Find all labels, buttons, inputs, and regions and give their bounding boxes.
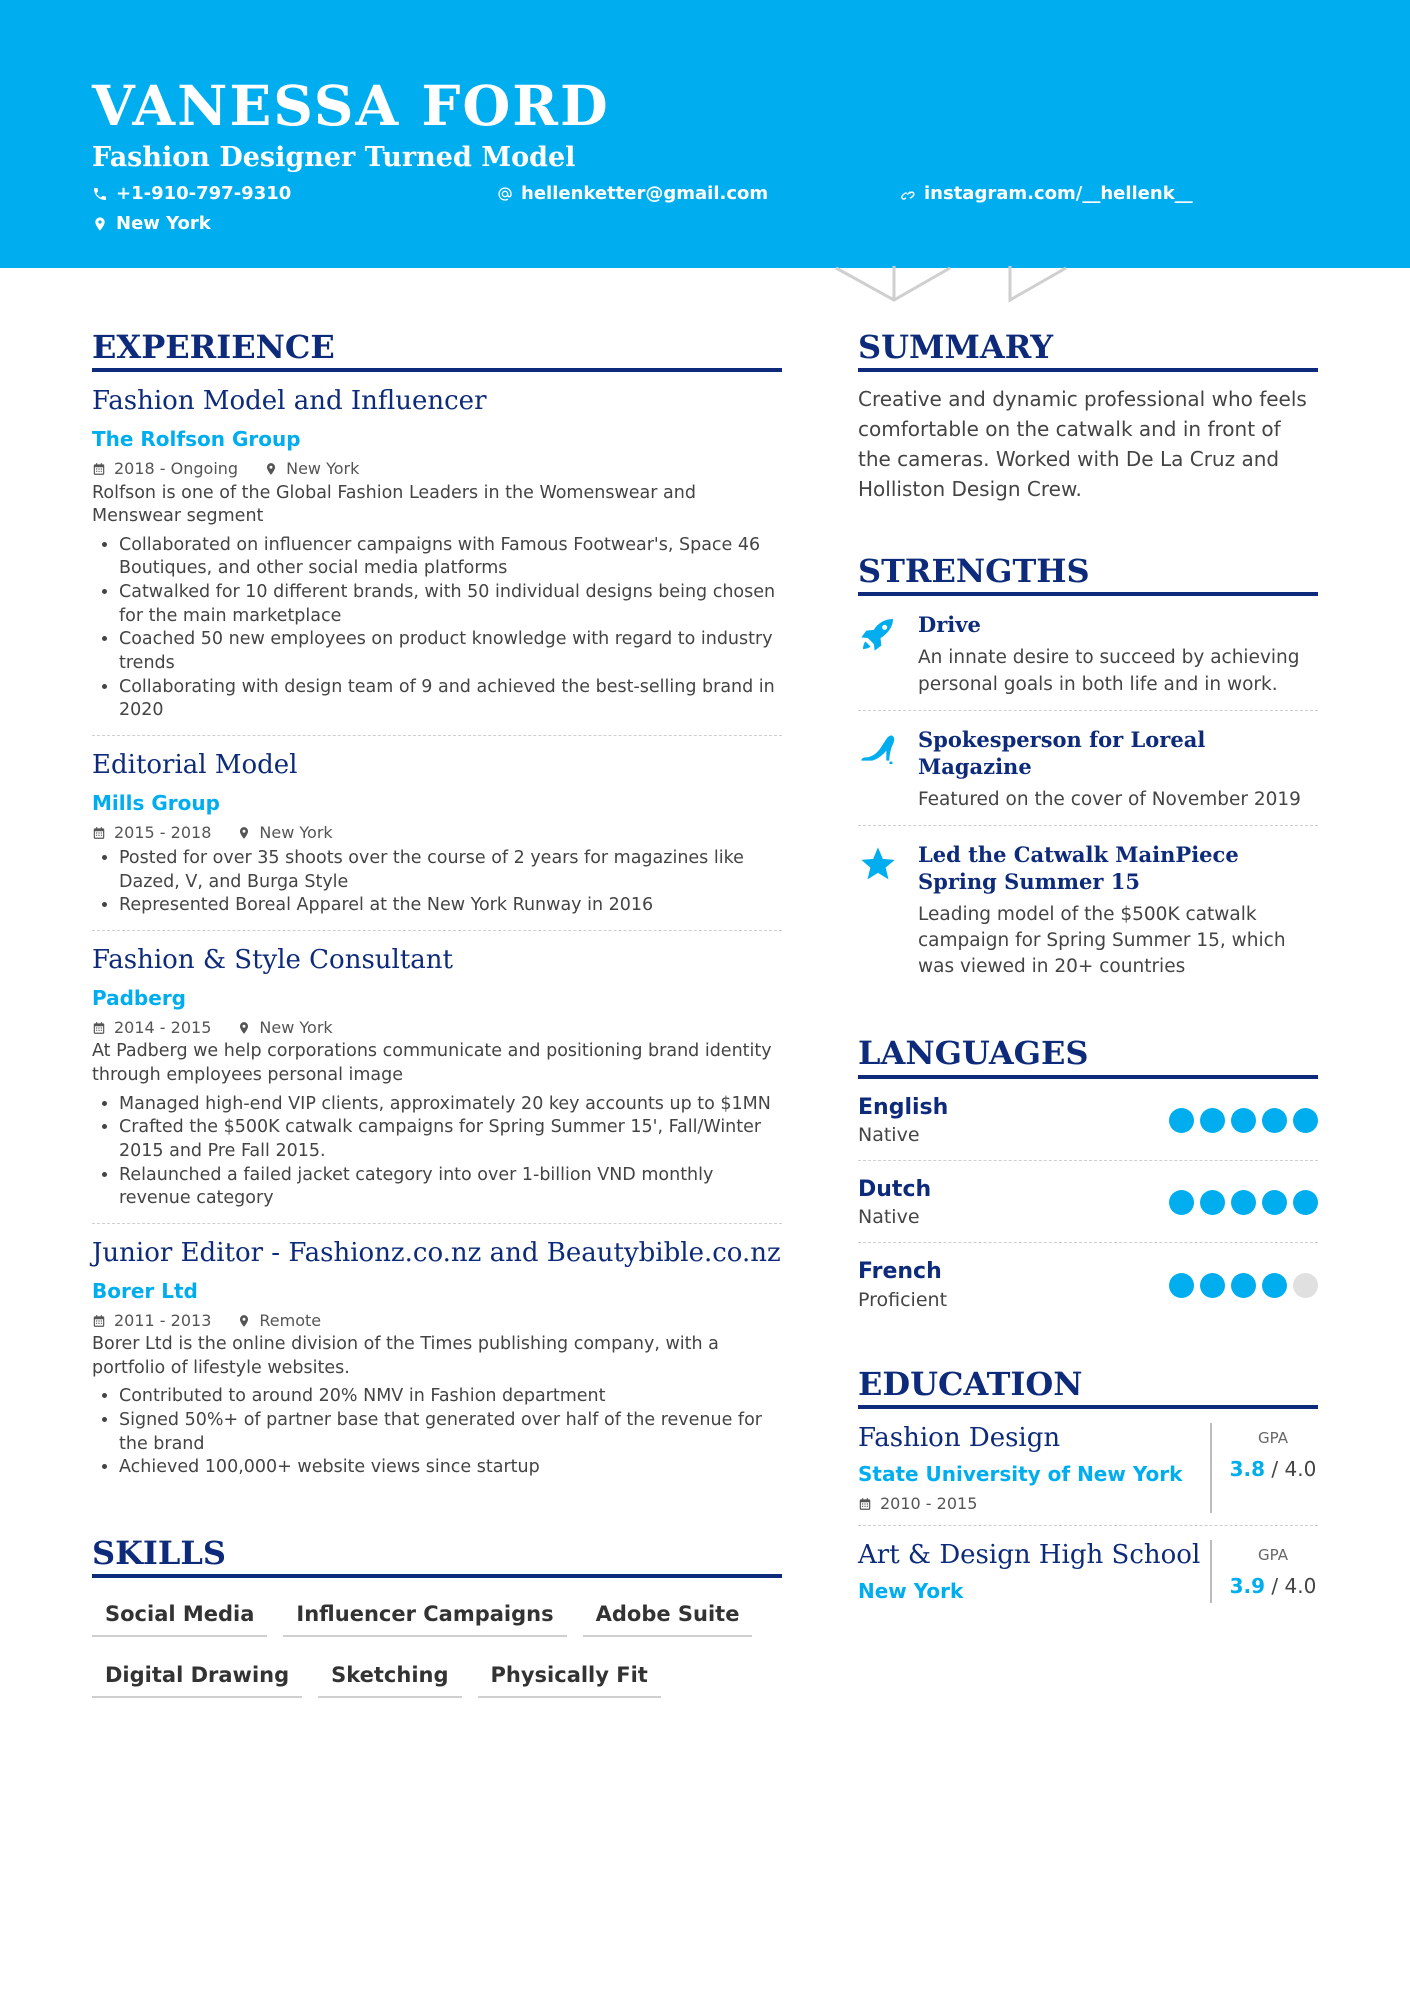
email-text[interactable]: hellenketter@gmail.com	[521, 183, 769, 204]
star-icon	[858, 844, 898, 884]
gpa-score: 3.8	[1229, 1456, 1266, 1481]
rating-dot-filled	[1200, 1108, 1225, 1133]
skill-tag: Physically Fit	[478, 1657, 661, 1698]
language-name: French	[858, 1259, 942, 1285]
gpa-label: GPA	[1258, 1546, 1288, 1565]
job-entry	[92, 1224, 782, 1492]
education-item	[858, 1526, 1318, 1615]
strength-item	[858, 596, 1318, 710]
decorative-chevrons-icon	[830, 266, 1070, 306]
education-degree: Fashion Design	[858, 1422, 1061, 1453]
job-bullet: • Represented Boreal Apparel at the New York Runway in 2016	[119, 894, 782, 918]
language-rating	[1169, 1273, 1318, 1298]
gpa-separator: /	[1265, 1574, 1285, 1599]
language-rating	[1169, 1190, 1318, 1215]
job-entry	[92, 736, 782, 931]
company-name: The Rolfson Group	[92, 427, 301, 452]
calendar-icon	[92, 826, 106, 840]
strengths-heading: STRENGTHS	[858, 554, 1318, 596]
strength-title: Spokesperson for Loreal Magazine	[918, 726, 1206, 779]
rating-dot-filled	[1200, 1190, 1225, 1215]
job-meta	[92, 823, 782, 842]
strength-item	[858, 711, 1318, 826]
skill-tag: Adobe Suite	[583, 1596, 753, 1637]
strength-icon-wrap	[858, 842, 900, 981]
language-name: English	[858, 1094, 949, 1120]
job-dates	[92, 1018, 211, 1037]
rating-dot-filled	[1262, 1273, 1287, 1298]
calendar-icon	[858, 1497, 872, 1511]
job-bullet: • Catwalked for 10 different brands, with 50 individual designs being chosen for the main marketplace	[119, 581, 782, 628]
skill-tag: Influencer Campaigns	[283, 1596, 566, 1637]
at-icon	[497, 186, 513, 202]
rating-dot-filled	[1231, 1273, 1256, 1298]
job-bullet: • Collaborating with design team of 9 and achieved the best-selling brand in 2020	[119, 676, 782, 723]
job-bullet: • Coached 50 new employees on product knowledge with regard to industry trends	[119, 628, 782, 675]
strength-body	[918, 727, 1318, 813]
rating-dot-filled	[1169, 1190, 1194, 1215]
resume-header	[0, 0, 1410, 268]
contact-email	[497, 185, 768, 203]
education-dates-text: 2010 - 2015	[880, 1494, 978, 1514]
contact-website	[900, 185, 1193, 203]
job-description: Rolfson is one of the Global Fashion Leaders in the Womenswear and Menswear segment	[92, 482, 696, 527]
gpa-box	[1210, 1540, 1318, 1603]
strengths-list	[858, 596, 1318, 992]
candidate-name: VANESSA FORD	[92, 73, 610, 138]
summary-heading: SUMMARY	[858, 330, 1318, 372]
language-item	[858, 1079, 1318, 1161]
job-dates-text: 2018 - Ongoing	[114, 459, 239, 479]
education-dates	[858, 1494, 1182, 1513]
job-bullet: • Achieved 100,000+ website views since startup	[119, 1456, 782, 1480]
languages-list	[858, 1079, 1318, 1325]
skill-tag: Sketching	[318, 1657, 461, 1698]
rocket-icon	[858, 614, 898, 654]
job-location-text: New York	[286, 459, 360, 479]
job-bullet: • Managed high-end VIP clients, approximately 20 key accounts up to $1MN	[119, 1093, 782, 1117]
job-dates	[92, 459, 238, 478]
location-text: New York	[116, 213, 211, 234]
rating-dot-filled	[1200, 1273, 1225, 1298]
job-location-text: New York	[259, 823, 333, 842]
language-item	[858, 1243, 1318, 1324]
job-title: Fashion & Style Consultant	[92, 945, 454, 976]
left-column	[92, 330, 782, 1698]
gpa-label: GPA	[1258, 1428, 1288, 1447]
strength-description: Featured on the cover of November 2019	[918, 788, 1301, 810]
job-bullet: • Signed 50%+ of partner base that generated over half of the revenue for the brand	[119, 1409, 782, 1456]
job-bullet: • Posted for over 35 shoots over the course of 2 years for magazines like Dazed, V, and Burga Style	[119, 847, 782, 894]
strength-title: Drive	[918, 612, 981, 638]
job-dates-text: 2014 - 2015	[114, 1018, 212, 1038]
gpa-value	[1228, 1457, 1318, 1481]
education-school: New York	[858, 1579, 964, 1604]
gpa-score: 3.9	[1229, 1574, 1266, 1599]
job-bullet: • Crafted the $500K catwalk campaigns for Spring Summer 15', Fall/Winter 2015 and Pre Fall 2015.	[119, 1116, 782, 1163]
education-list	[858, 1409, 1318, 1615]
education-degree: Art & Design High School	[858, 1540, 1201, 1571]
skills-list	[92, 1596, 782, 1698]
job-dates-text: 2011 - 2013	[114, 1311, 212, 1330]
location-pin-icon	[237, 1021, 251, 1035]
job-entry	[92, 931, 782, 1224]
calendar-icon	[92, 462, 106, 476]
high-heel-icon	[858, 729, 898, 769]
job-title: Junior Editor - Fashionz.co.nz and Beautybible.co.nz	[92, 1237, 781, 1268]
language-level: Native	[858, 1206, 920, 1229]
job-meta	[92, 1311, 782, 1330]
job-bullet: • Contributed to around 20% NMV in Fashion department	[119, 1385, 782, 1409]
job-dates	[92, 1311, 211, 1330]
language-rating	[1169, 1108, 1318, 1133]
education-info	[858, 1540, 1200, 1603]
language-level: Native	[858, 1123, 920, 1146]
rating-dot-filled	[1231, 1190, 1256, 1215]
language-item	[858, 1161, 1318, 1243]
job-location-text: Remote	[259, 1311, 322, 1330]
job-title: Editorial Model	[92, 749, 298, 780]
skill-tag: Digital Drawing	[92, 1657, 302, 1698]
experience-list	[92, 372, 782, 1492]
rating-dot-filled	[1262, 1108, 1287, 1133]
job-location	[237, 823, 332, 842]
language-info	[858, 1259, 947, 1310]
rating-dot-filled	[1231, 1108, 1256, 1133]
languages-heading: LANGUAGES	[858, 1036, 1318, 1078]
location-pin-icon	[92, 216, 108, 232]
contact-phone	[92, 185, 291, 203]
language-name: Dutch	[858, 1176, 932, 1202]
job-location-text: New York	[259, 1018, 333, 1038]
job-location	[264, 459, 359, 478]
job-description: At Padberg we help corporations communicate and positioning brand identity through employees personal image	[92, 1041, 772, 1086]
rating-dot-filled	[1262, 1190, 1287, 1215]
job-bullets	[92, 534, 782, 723]
rating-dot-filled	[1293, 1190, 1318, 1215]
education-school: State University of New York	[858, 1462, 1183, 1487]
education-item	[858, 1409, 1318, 1526]
job-bullets	[92, 1385, 782, 1480]
skill-tag: Social Media	[92, 1596, 267, 1637]
company-name: Borer Ltd	[92, 1279, 198, 1303]
strength-body	[918, 612, 1318, 697]
strength-item	[858, 826, 1318, 993]
gpa-value	[1228, 1574, 1318, 1598]
strength-title: Led the Catwalk MainPiece Spring Summer 15	[918, 841, 1239, 894]
right-column	[858, 330, 1318, 1615]
rating-dot-filled	[1169, 1108, 1194, 1133]
job-location	[237, 1018, 332, 1037]
job-bullets	[92, 847, 782, 918]
job-bullets	[92, 1093, 782, 1211]
location-pin-icon	[237, 1314, 251, 1328]
job-meta	[92, 459, 782, 478]
job-dates-text: 2015 - 2018	[114, 823, 212, 842]
rating-dot-filled	[1293, 1108, 1318, 1133]
skills-heading: SKILLS	[92, 1536, 782, 1578]
job-title: Fashion Model and Influencer	[92, 386, 487, 417]
job-meta	[92, 1018, 782, 1037]
gpa-max: 4.0	[1284, 1456, 1317, 1481]
calendar-icon	[92, 1314, 106, 1328]
company-name: Mills Group	[92, 791, 220, 815]
strength-body	[918, 842, 1318, 981]
strength-icon-wrap	[858, 727, 900, 813]
contact-location	[92, 215, 211, 233]
location-pin-icon	[264, 462, 278, 476]
rating-dot-empty	[1293, 1273, 1318, 1298]
phone-text[interactable]: +1-910-797-9310	[116, 183, 292, 204]
summary-text: Creative and dynamic professional who feels comfortable on the catwalk and in front of the cameras. Worked with De La Cruz and Holliston Design Crew.	[858, 387, 1307, 502]
job-description: Borer Ltd is the online division of the Times publishing company, with a portfolio of lifestyle websites.	[92, 1334, 719, 1378]
experience-heading: EXPERIENCE	[92, 330, 782, 372]
company-name: Padberg	[92, 986, 186, 1011]
phone-icon	[92, 186, 108, 202]
language-info	[858, 1095, 948, 1146]
education-heading: EDUCATION	[858, 1367, 1318, 1409]
location-pin-icon	[237, 826, 251, 840]
candidate-title: Fashion Designer Turned Model	[92, 142, 576, 173]
calendar-icon	[92, 1021, 106, 1035]
language-level: Proficient	[858, 1288, 948, 1311]
strength-description: Leading model of the $500K catwalk campaign for Spring Summer 15, which was viewed in 20+ countries	[918, 903, 1286, 978]
link-icon	[900, 186, 916, 202]
gpa-max: 4.0	[1284, 1574, 1317, 1599]
rating-dot-filled	[1169, 1273, 1194, 1298]
website-text[interactable]: instagram.com/__hellenk__	[924, 183, 1193, 204]
gpa-box	[1210, 1423, 1318, 1513]
education-info	[858, 1423, 1182, 1513]
gpa-separator: /	[1265, 1456, 1285, 1481]
job-location	[237, 1311, 321, 1330]
job-bullet: • Relaunched a failed jacket category into over 1-billion VND monthly revenue category	[119, 1164, 782, 1211]
job-bullet: • Collaborated on influencer campaigns with Famous Footwear's, Space 46 Boutiques, and other social media platforms	[119, 534, 782, 581]
job-entry	[92, 372, 782, 736]
job-dates	[92, 823, 211, 842]
strength-description: An innate desire to succeed by achieving personal goals in both life and in work.	[918, 647, 1300, 695]
language-info	[858, 1177, 931, 1228]
strength-icon-wrap	[858, 612, 900, 697]
